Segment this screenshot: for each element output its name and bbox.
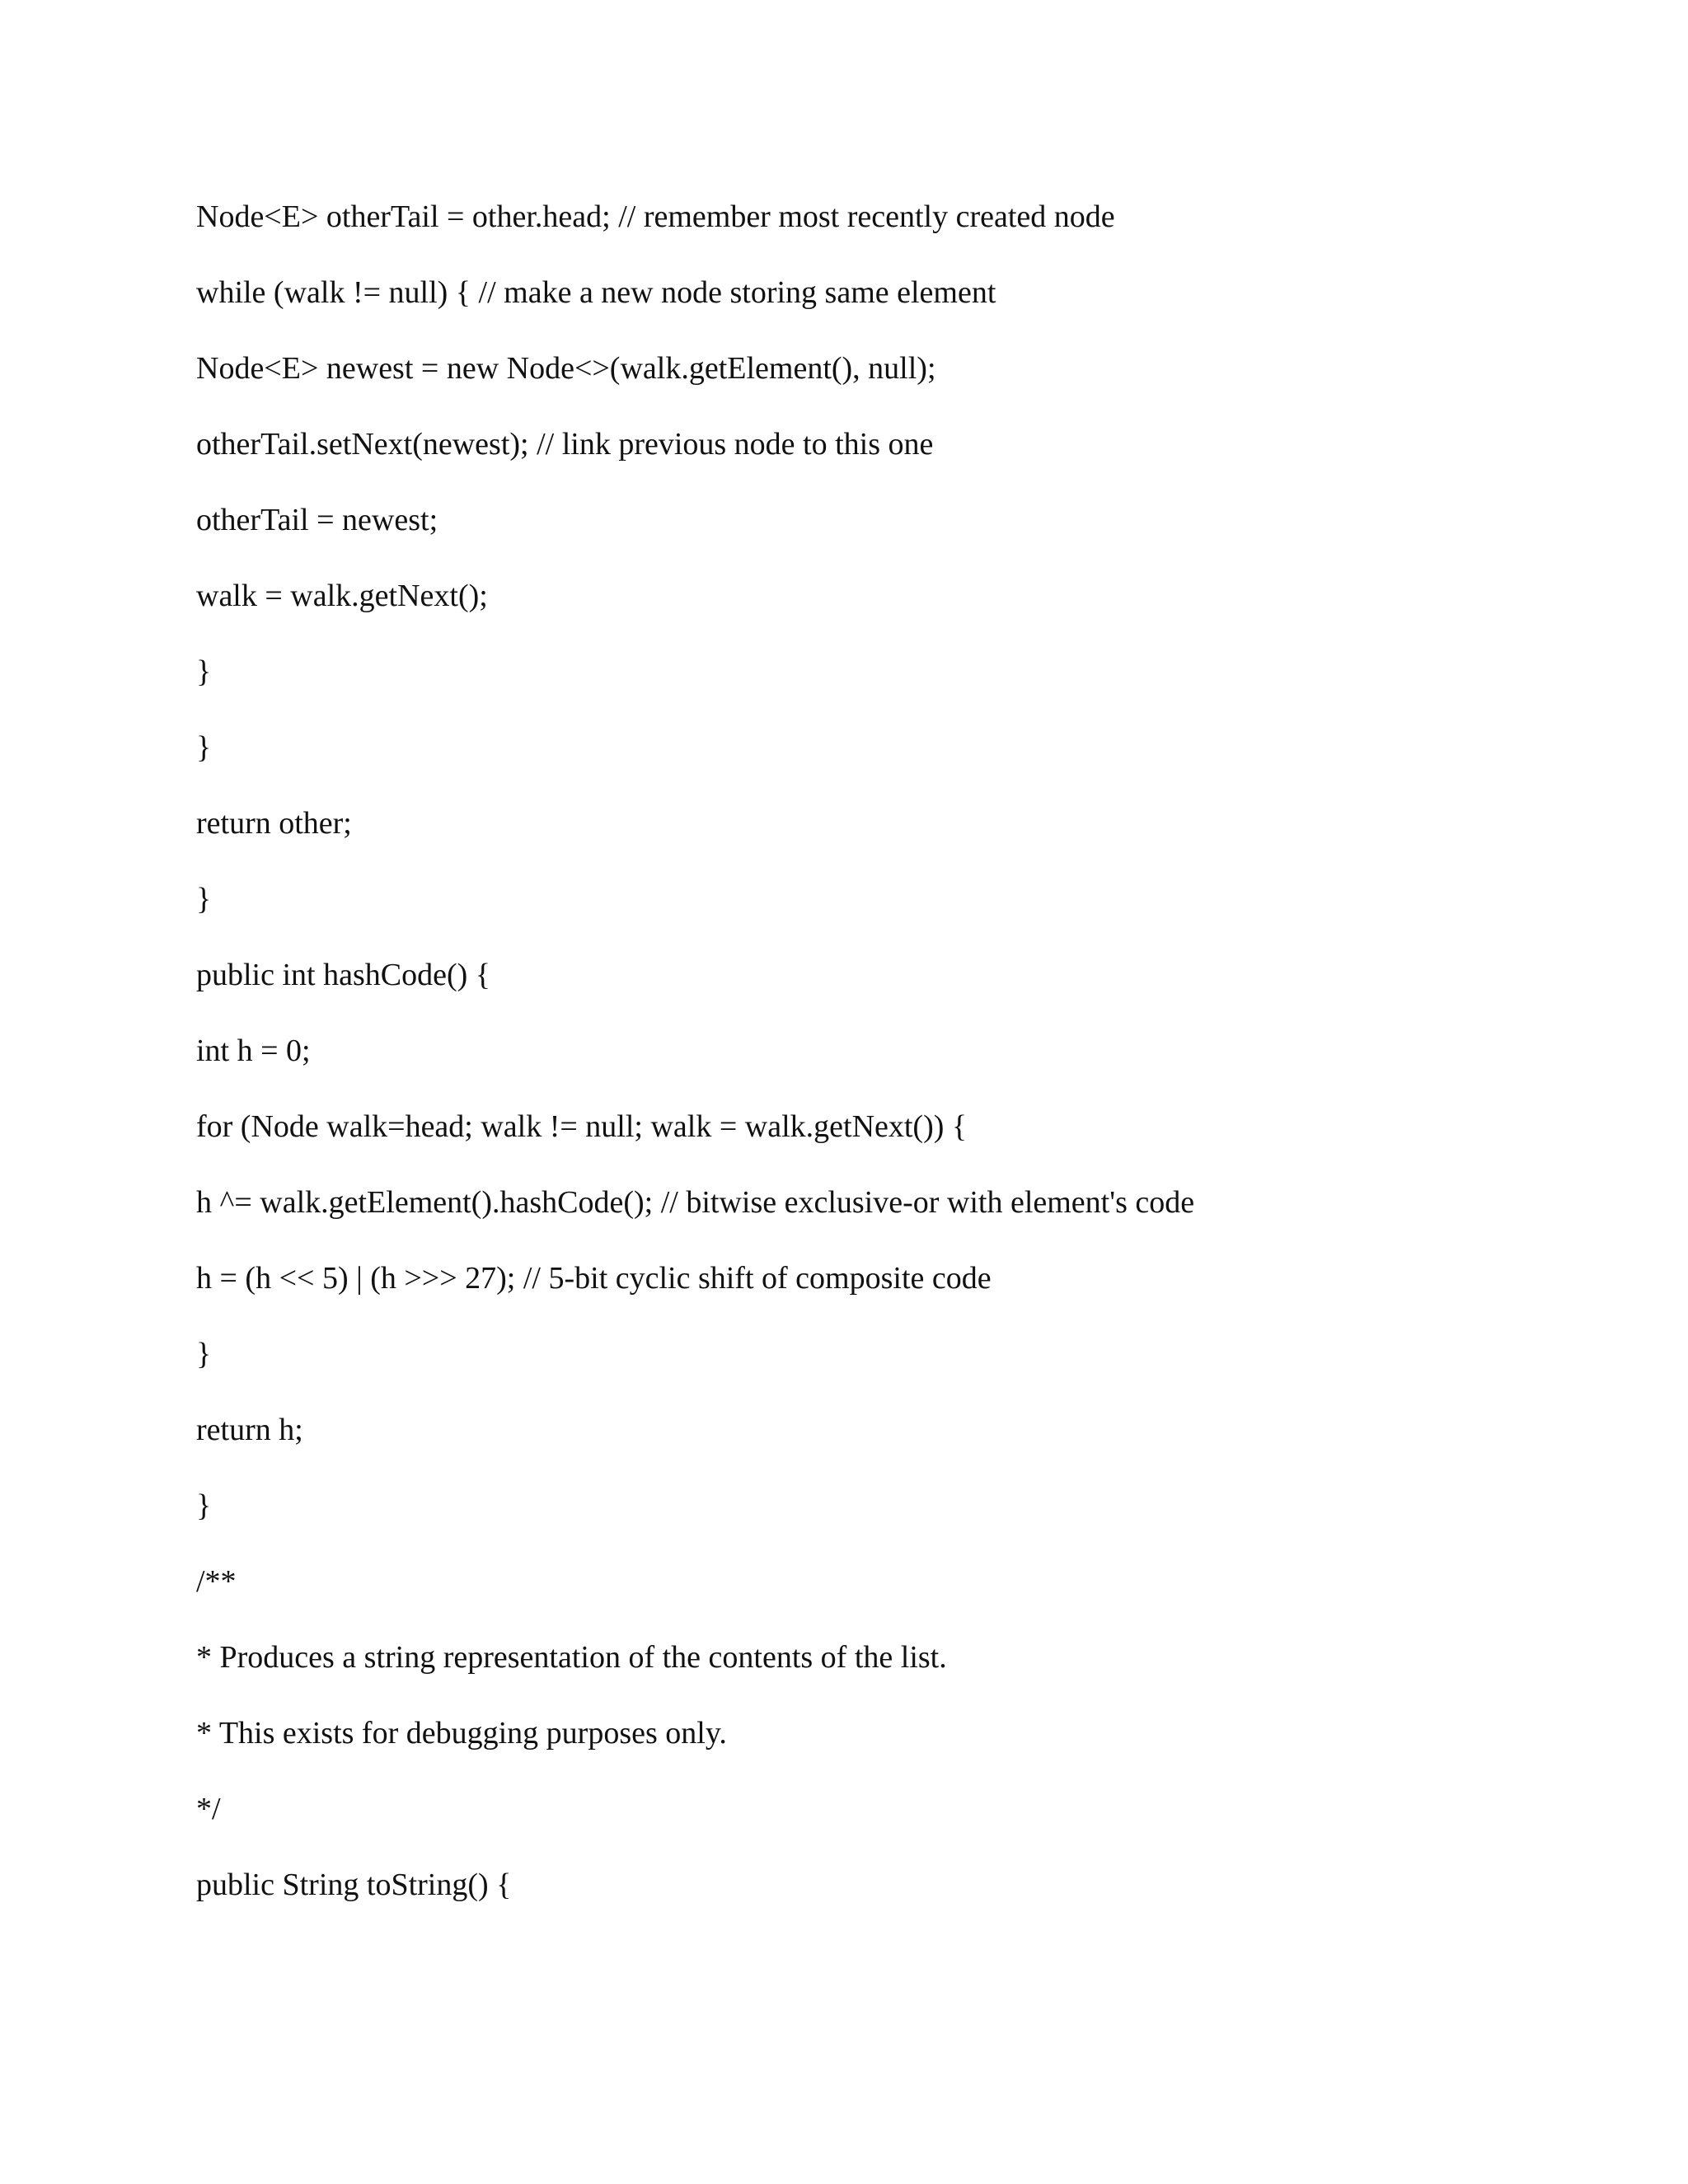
code-line-4: otherTail.setNext(newest); // link previous node to this one — [196, 427, 934, 462]
code-line-1: Node<E> otherTail = other.head; // remember most recently created node — [196, 199, 1115, 234]
code-line-20: * Produces a string representation of the contents of the list. — [196, 1640, 947, 1675]
code-line-6: walk = walk.getNext(); — [196, 579, 488, 613]
code-line-18: } — [196, 1488, 212, 1523]
code-line-9: return other; — [196, 806, 352, 841]
code-line-23: public String toString() { — [196, 1868, 512, 1902]
code-line-14: h ^= walk.getElement().hashCode(); // bitwise exclusive-or with element's code — [196, 1185, 1195, 1220]
code-line-11: public int hashCode() { — [196, 958, 491, 992]
code-listing — [196, 191, 1597, 1935]
code-line-3: Node<E> newest = new Node<>(walk.getElement(), null); — [196, 351, 936, 386]
code-line-17: return h; — [196, 1413, 303, 1447]
code-line-15: h = (h << 5) | (h >>> 27); // 5-bit cyclic shift of composite code — [196, 1261, 992, 1296]
code-line-7: } — [196, 654, 212, 689]
code-line-13: for (Node walk=head; walk != null; walk = walk.getNext()) { — [196, 1109, 968, 1144]
code-line-22: */ — [196, 1792, 221, 1826]
code-line-2: while (walk != null) { // make a new node storing same element — [196, 275, 996, 310]
code-line-10: } — [196, 882, 212, 916]
code-line-8: } — [196, 730, 212, 765]
code-line-12: int h = 0; — [196, 1033, 311, 1068]
code-line-16: } — [196, 1337, 212, 1371]
code-line-19: /** — [196, 1564, 237, 1599]
code-line-5: otherTail = newest; — [196, 503, 438, 537]
code-line-21: * This exists for debugging purposes only. — [196, 1716, 727, 1750]
